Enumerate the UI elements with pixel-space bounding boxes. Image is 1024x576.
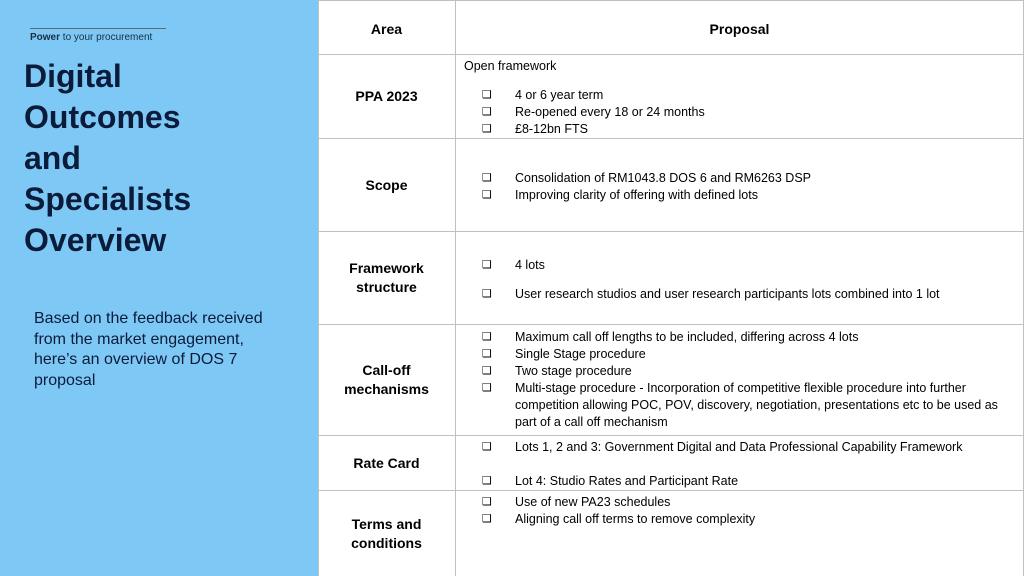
brand-bold-text: Power: [30, 32, 61, 43]
checkbox-bullet-icon: ❑: [482, 123, 492, 135]
area-cell: [318, 232, 455, 324]
header-proposal: Proposal: [709, 21, 770, 37]
bullet-text: Aligning call off terms to remove complexity: [515, 512, 756, 526]
area-cell: [318, 491, 455, 576]
proposal-cell: [456, 325, 1016, 435]
bullet-text: User research studios and user research participants lots combined into 1 lot: [515, 287, 940, 301]
area-label: Call-off: [362, 362, 411, 378]
proposal-cell: [456, 232, 1016, 324]
checkbox-bullet-icon: ❑: [482, 496, 492, 508]
bullet-text: Lots 1, 2 and 3: Government Digital and Data Professional Capability Framework: [515, 440, 963, 454]
page-title: [24, 56, 304, 261]
checkbox-bullet-icon: ❑: [482, 189, 492, 201]
bullet-text: Lot 4: Studio Rates and Participant Rate: [515, 474, 739, 488]
area-label: mechanisms: [344, 381, 429, 397]
checkbox-bullet-icon: ❑: [482, 382, 492, 394]
checkbox-bullet-icon: ❑: [482, 348, 492, 360]
checkbox-bullet-icon: ❑: [482, 106, 492, 118]
brand-logo: [30, 28, 166, 43]
bullet-text: Improving clarity of offering with defined lots: [515, 188, 758, 202]
title-line: Outcomes: [24, 99, 181, 135]
bullet-text: Multi-stage procedure - Incorporation of competitive flexible procedure into further competition allowing POC, POV, discovery, negotiation, presentations etc to be used as part of a call off mechanism: [515, 381, 998, 429]
title-line: Specialists: [24, 181, 192, 217]
title-line: Overview: [24, 222, 167, 258]
checkbox-bullet-icon: ❑: [482, 513, 492, 525]
bullet-text: Consolidation of RM1043.8 DOS 6 and RM6263 DSP: [515, 171, 811, 185]
proposal-table: [318, 0, 1024, 576]
bullet-text: Re-opened every 18 or 24 months: [515, 105, 705, 119]
bullet-text: Maximum call off lengths to be included, differing across 4 lots: [515, 330, 859, 344]
brand-rest-text: to your procurement: [60, 32, 153, 43]
proposal-cell: [456, 436, 1016, 490]
area-cell: [318, 139, 455, 231]
checkbox-bullet-icon: ❑: [482, 441, 492, 453]
proposal-cell: [456, 139, 1016, 231]
area-cell: [318, 325, 455, 435]
proposal-cell: [456, 55, 1016, 138]
bullet-text: Use of new PA23 schedules: [515, 495, 671, 509]
bullet-text: Single Stage procedure: [515, 347, 646, 361]
area-label: structure: [356, 279, 417, 295]
header-area: Area: [370, 21, 403, 37]
area-cell: [318, 55, 455, 138]
checkbox-bullet-icon: ❑: [482, 259, 492, 271]
bullet-text: Two stage procedure: [515, 364, 632, 378]
bullet-text: £8-12bn FTS: [515, 122, 588, 136]
description-text: Based on the feedback received from the market engagement, here’s an overview of DOS 7 proposal: [34, 310, 263, 389]
checkbox-bullet-icon: ❑: [482, 365, 492, 377]
checkbox-bullet-icon: ❑: [482, 475, 492, 487]
area-cell: [318, 436, 455, 490]
title-line: and: [24, 140, 81, 176]
proposal-intro: Open framework: [464, 59, 557, 73]
area-label: PPA 2023: [355, 88, 418, 104]
area-label: Rate Card: [353, 454, 420, 471]
checkbox-bullet-icon: ❑: [482, 172, 492, 184]
title-line: Digital: [24, 58, 122, 94]
area-label: conditions: [351, 534, 422, 551]
bullet-text: 4 or 6 year term: [515, 88, 604, 102]
row-divider: [318, 0, 1024, 1]
area-label: Framework: [349, 260, 424, 276]
area-label: Scope: [365, 176, 408, 193]
proposal-cell: [456, 491, 1016, 576]
checkbox-bullet-icon: ❑: [482, 89, 492, 101]
area-label: Terms and: [351, 515, 422, 532]
left-panel: [0, 0, 318, 576]
checkbox-bullet-icon: ❑: [482, 331, 492, 343]
bullet-text: 4 lots: [515, 258, 545, 272]
checkbox-bullet-icon: ❑: [482, 288, 492, 300]
